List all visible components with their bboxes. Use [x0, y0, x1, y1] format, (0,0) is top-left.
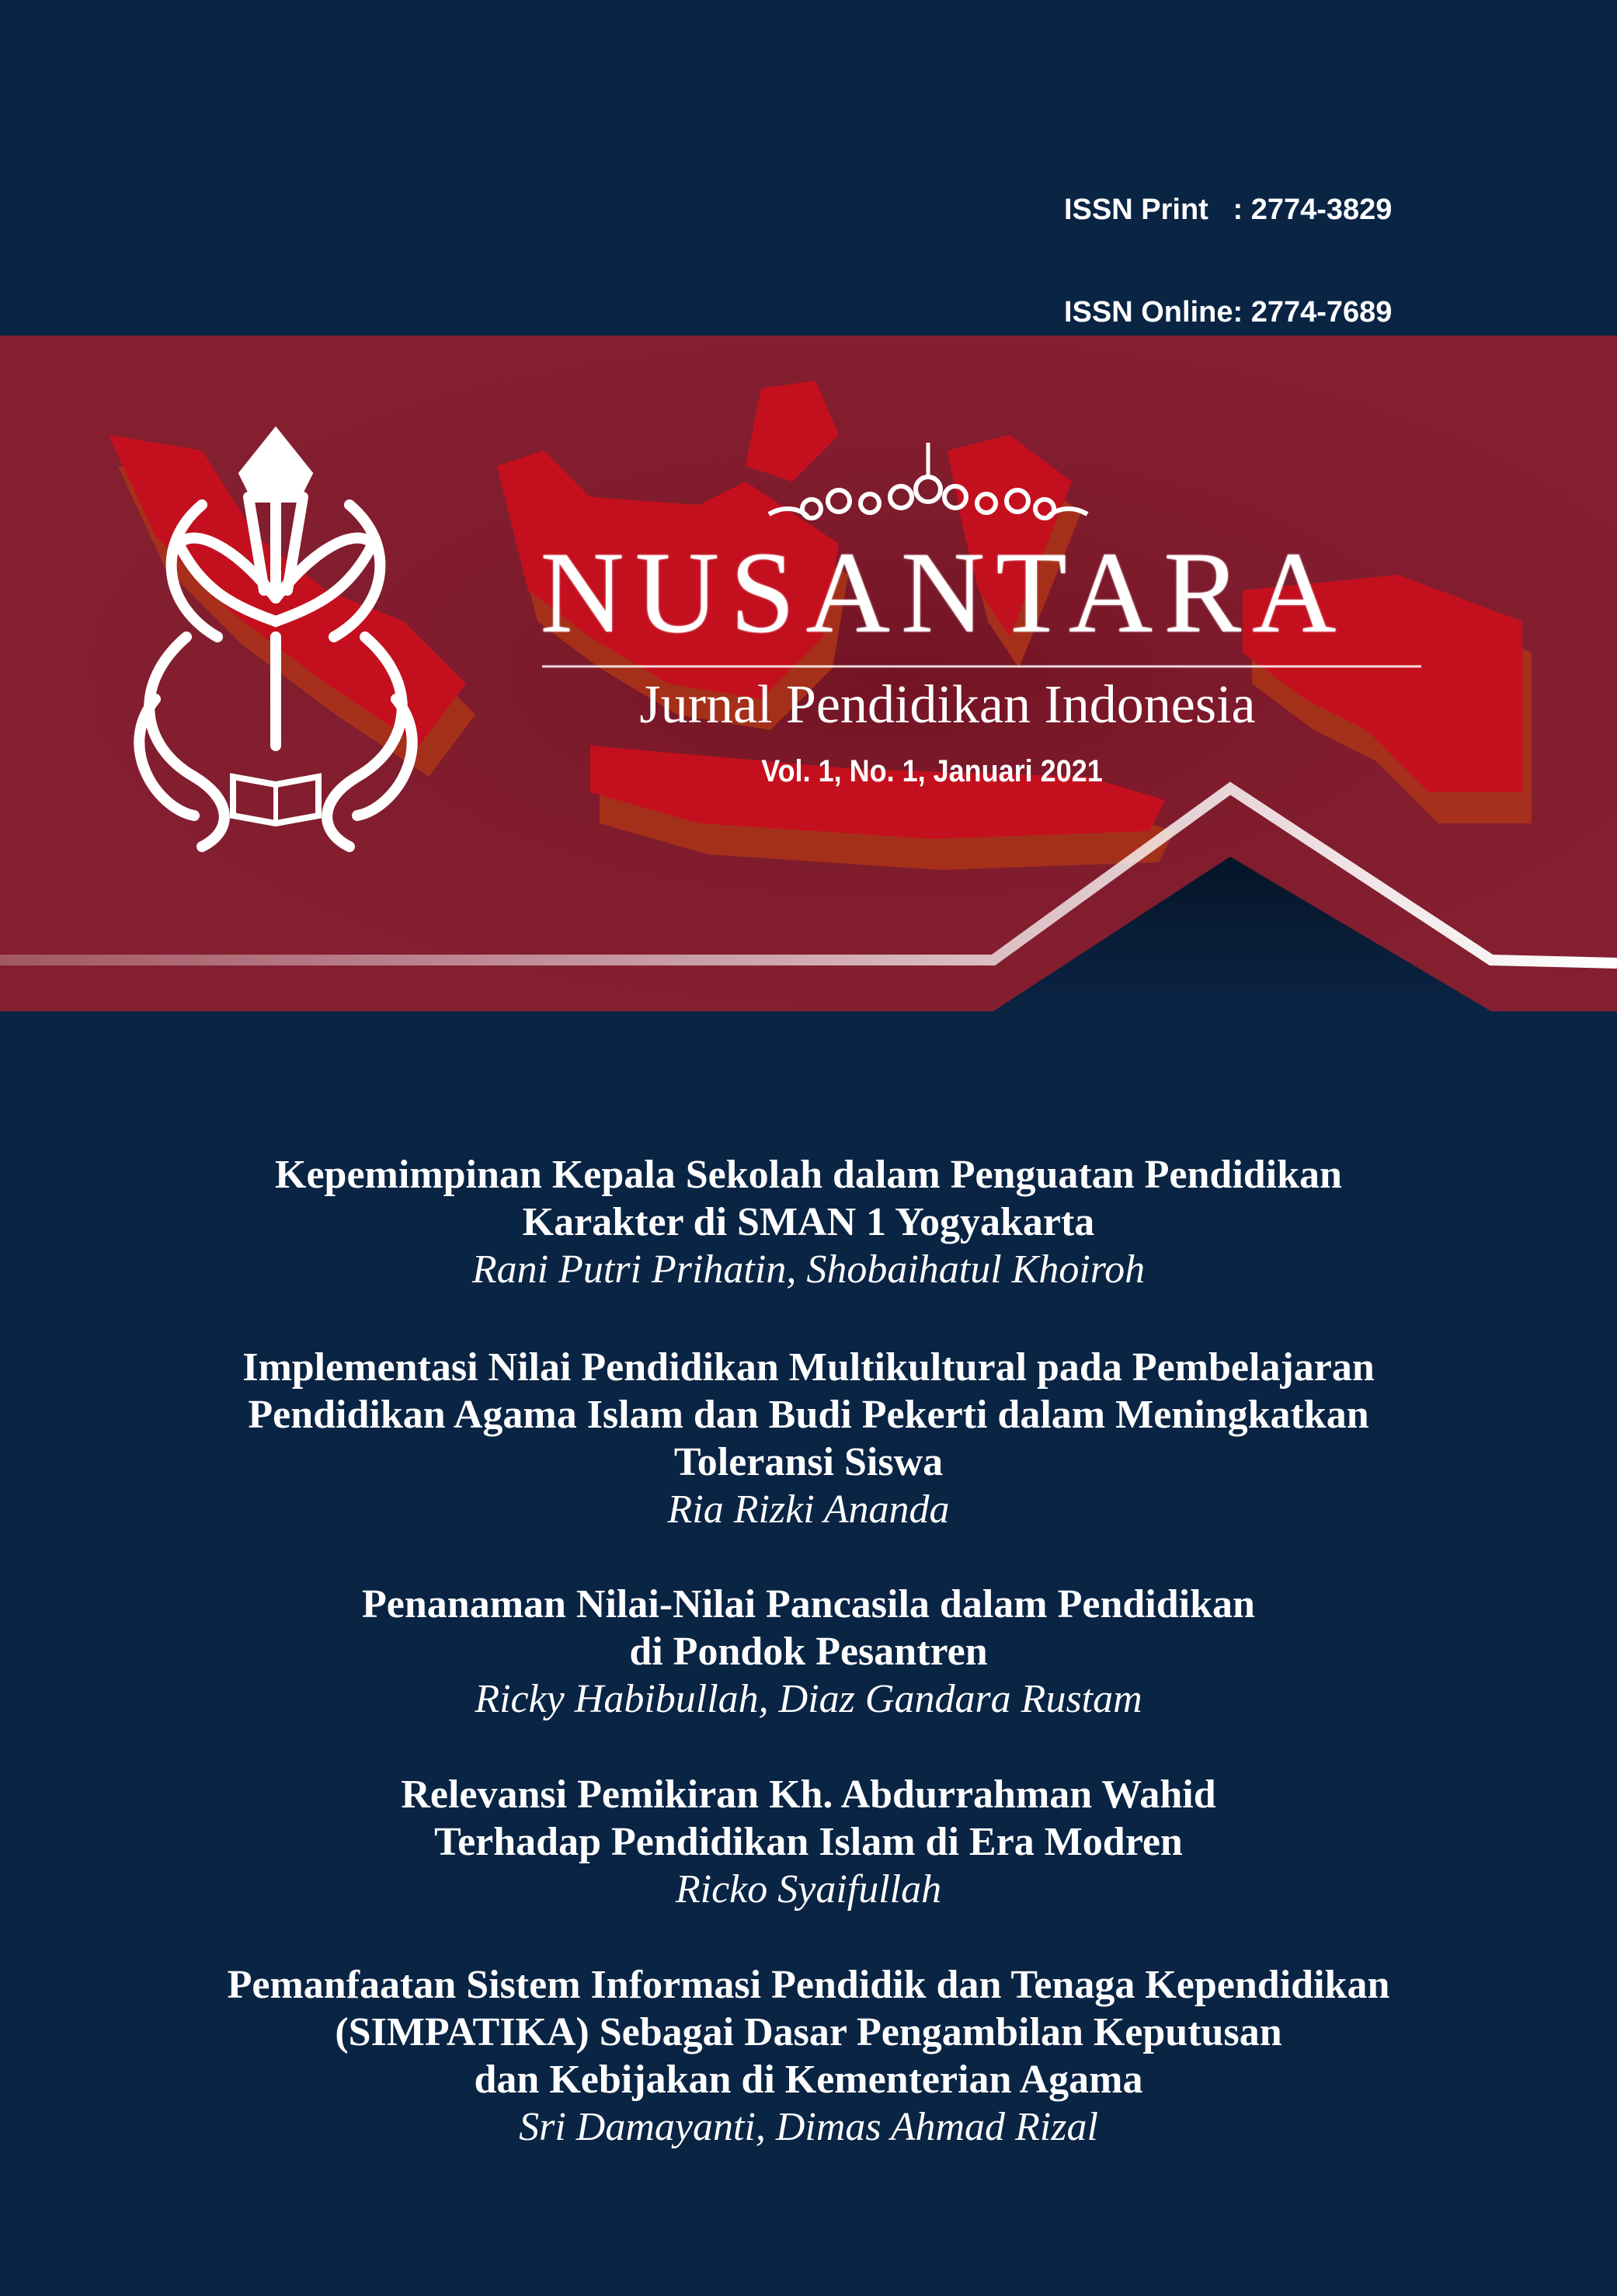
article-title-line: (SIMPATIKA) Sebagai Dasar Pengambilan Keputusan	[335, 2010, 1282, 2054]
article-authors: Ricky Habibullah, Diaz Gandara Rustam	[475, 1677, 1142, 1721]
issn-online: ISSN Online: 2774-7689	[1064, 296, 1393, 329]
volume-info: Vol. 1, No. 1, Januari 2021	[761, 754, 1103, 788]
article-title-line: Implementasi Nilai Pendidikan Multikultural pada Pembelajaran	[242, 1345, 1375, 1390]
article-5	[0, 1961, 1617, 2151]
article-3	[0, 1581, 1617, 1723]
article-title-line: Relevansi Pemikiran Kh. Abdurrahman Wahid	[401, 1772, 1216, 1817]
article-authors: Ricko Syaifullah	[675, 1867, 942, 1912]
issn-print: ISSN Print : 2774-3829	[1064, 193, 1393, 226]
article-title-line: di Pondok Pesantren	[629, 1630, 988, 1674]
article-authors: Ria Rizki Ananda	[667, 1487, 950, 1532]
article-title-line: Pemanfaatan Sistem Informasi Pendidik dan Tenaga Kependidikan	[227, 1963, 1390, 2007]
article-1	[0, 1151, 1617, 1293]
article-title-line: Toleransi Siswa	[673, 1440, 944, 1484]
article-authors: Rani Putri Prihatin, Shobaihatul Khoiroh	[471, 1247, 1146, 1292]
article-title-line: Kepemimpinan Kepala Sekolah dalam Penguatan Pendidikan	[275, 1153, 1342, 1197]
article-4	[0, 1771, 1617, 1913]
journal-title: NUSANTARA	[540, 528, 1348, 657]
journal-subtitle: Jurnal Pendidikan Indonesia	[639, 675, 1256, 735]
article-title-line: Terhadap Pendidikan Islam di Era Modren	[434, 1820, 1183, 1864]
article-title-line: Pendidikan Agama Islam dan Budi Pekerti dalam Meningkatkan	[248, 1393, 1369, 1437]
article-2	[0, 1344, 1617, 1533]
article-title-line: Karakter di SMAN 1 Yogyakarta	[522, 1200, 1095, 1244]
article-title-line: dan Kebijakan di Kementerian Agama	[474, 2058, 1143, 2102]
article-title-line: Penanaman Nilai-Nilai Pancasila dalam Pendidikan	[362, 1582, 1255, 1626]
article-authors: Sri Damayanti, Dimas Ahmad Rizal	[519, 2105, 1098, 2149]
